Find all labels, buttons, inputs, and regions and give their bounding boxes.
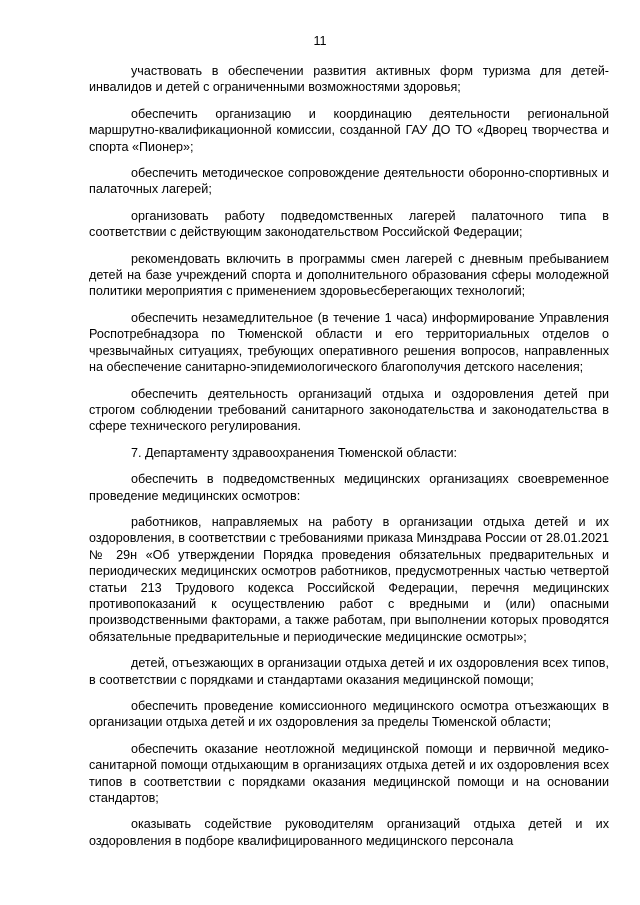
page-number: 11 (313, 34, 327, 48)
paragraph-11: детей, отъезжающих в организации отдыха детей и их оздоровления всех типов, в соответствии с порядками и стандартами оказания медицинской помощи; (89, 656, 609, 687)
paragraph-2: обеспечить организацию и координацию деятельности региональной маршрутно-квалификационной комиссии, созданной ГАУ ДО ТО «Дворец творчества и спорта «Пионер»; (89, 106, 609, 154)
section-heading-7: 7. Департаменту здравоохранения Тюменской области: (131, 445, 458, 460)
paragraph-10: работников, направляемых на работу в организации отдыха детей и их оздоровления, в соответствии с требованиями приказа Минздрава России от 28.01.2021 № 29н «Об утверждении Порядка проведения обязательных предварительных и периодических медицинских осмотров работников, предусмотренных частью четвертой статьи 213 Трудового кодекса Российской Федерации, перечня медицинских противопоказаний к осуществлению работ с вредными и (или) опасными производственными факторами, а также работам, при выполнении которых проводятся обязательные предварительные и периодические медицинские осмотры»; (89, 514, 609, 644)
paragraph-6: обеспечить незамедлительное (в течение 1 часа) информирование Управления Роспотребнадзора по Тюменской области и его территориальных отделов о чрезвычайных ситуациях, требующих оперативного решения вопросов, направленных на обеспечение санитарно-эпидемиологического благополучия детского населения; (89, 310, 609, 375)
paragraph-3: обеспечить методическое сопровождение деятельности оборонно-спортивных и палаточных лагерей; (89, 166, 609, 197)
paragraph-13: обеспечить оказание неотложной медицинской помощи и первичной медико-санитарной помощи отдыхающим в организациях отдыха детей и их оздоровления всех типов в соответствии с порядками оказания медицинской помощи и на основании стандартов; (89, 741, 609, 806)
paragraph-12: обеспечить проведение комиссионного медицинского осмотра отъезжающих в организации отдыха детей и их оздоровления за пределы Тюменской области; (89, 699, 609, 730)
paragraph-4: организовать работу подведомственных лагерей палаточного типа в соответствии с действующим законодательством Российской Федерации; (89, 208, 609, 240)
document-body (89, 63, 609, 849)
paragraph-5: рекомендовать включить в программы смен лагерей с дневным пребыванием детей на базе учреждений спорта и дополнительного образования сферы молодежной политики мероприятия с применением здоровьесберегающих технологий; (89, 251, 609, 299)
paragraph-1: участвовать в обеспечении развития активных форм туризма для детей-инвалидов и детей с ограниченными возможностями здоровья; (89, 64, 609, 95)
paragraph-14: оказывать содействие руководителям организаций отдыха детей и их оздоровления в подборе квалифицированного медицинского персонала (89, 817, 609, 848)
paragraph-7: обеспечить деятельность организаций отдыха и оздоровления детей при строгом соблюдении требований санитарного законодательства и законодательства в сфере технического регулирования. (89, 386, 609, 434)
paragraph-9: обеспечить в подведомственных медицинских организациях своевременное проведение медицинских осмотров: (89, 472, 609, 503)
